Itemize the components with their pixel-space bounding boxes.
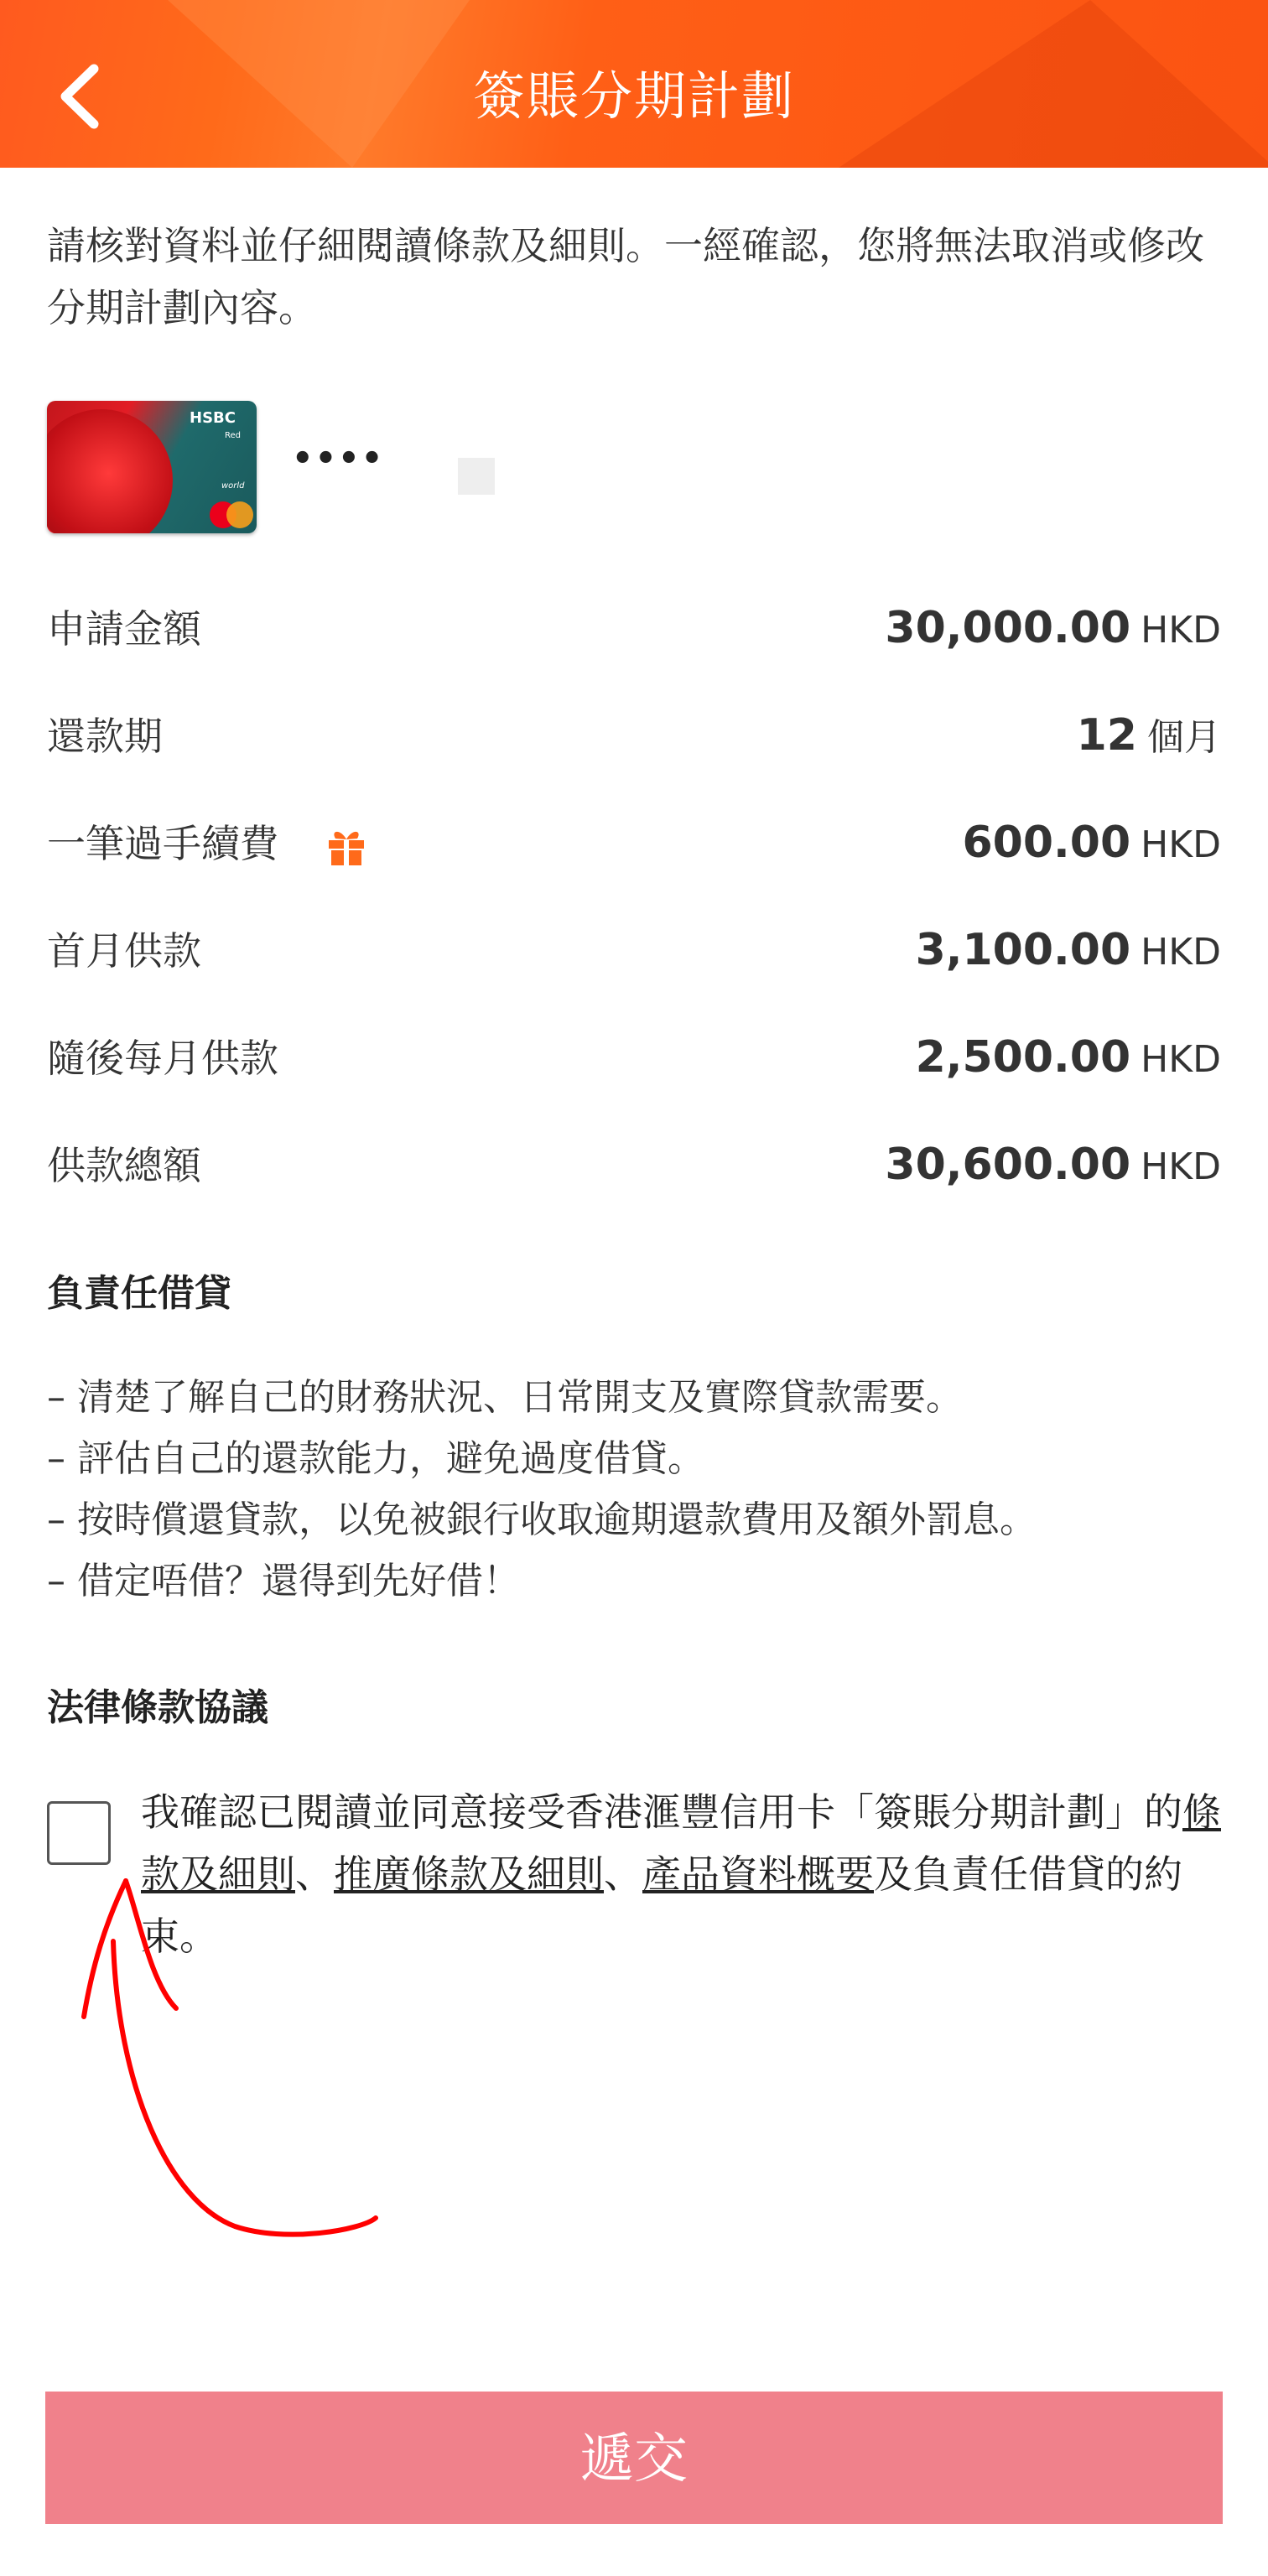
page-title: 簽賬分期計劃: [472, 65, 795, 127]
gift-icon[interactable]: [325, 825, 367, 867]
summary-row: [47, 909, 1221, 1016]
summary-label: 首月供款: [47, 928, 201, 974]
submit-button[interactable]: 遞交: [45, 2392, 1223, 2524]
list-item: – 評估自己的還款能力，避免過度借貸。: [47, 1437, 704, 1480]
responsible-lending-list: [47, 1367, 1221, 1612]
summary-label: 一筆過手續費: [47, 821, 278, 866]
summary-value: 3,100.00 HKD: [915, 925, 1221, 975]
summary-row: [47, 587, 1221, 694]
responsible-lending-title: 負責任借貸: [47, 1272, 231, 1315]
summary-row: [47, 1016, 1221, 1124]
promo-terms-link[interactable]: 推廣條款及細則: [334, 1852, 604, 1897]
card-brand: HSBC: [190, 409, 236, 427]
card-row: [47, 401, 1221, 535]
legal-agreement-title: 法律條款協議: [47, 1686, 268, 1729]
app-header: [0, 0, 1268, 168]
terms-link[interactable]: 條款及細則: [141, 1789, 1221, 1897]
list-item: – 清楚了解自己的財務狀況、日常開支及實際貸款需要。: [47, 1376, 963, 1419]
summary-label: 供款總額: [47, 1143, 201, 1188]
summary-label: 申請金額: [47, 606, 201, 652]
card-variant: Red: [225, 431, 241, 440]
summary-value: 30,000.00 HKD: [885, 603, 1221, 653]
summary-row: [47, 1124, 1221, 1231]
summary-row: [47, 694, 1221, 802]
list-item: – 借定唔借？還得到先好借！: [47, 1560, 520, 1602]
card-number-suffix: [458, 458, 495, 495]
annotation-arrow-icon: [67, 1874, 403, 2268]
summary-label: 還款期: [47, 714, 163, 759]
summary-value: 600.00 HKD: [962, 818, 1221, 868]
card-number-masked: ••••: [292, 439, 385, 478]
summary-label: 隨後每月供款: [47, 1036, 278, 1081]
list-item: – 按時償還貸款，以免被銀行收取逾期還款費用及額外罰息。: [47, 1498, 1037, 1541]
summary-list: [47, 587, 1221, 1231]
agree-checkbox[interactable]: [47, 1801, 111, 1865]
card-network: world: [221, 481, 245, 491]
intro-text: 請核對資料並仔細閱讀條款及細則。一經確認，您將無法取消或修改分期計劃內容。: [47, 223, 1204, 330]
mastercard-logo-icon: [210, 501, 253, 528]
summary-row: [47, 802, 1221, 909]
summary-value: 12 個月: [1076, 710, 1221, 761]
summary-value: 30,600.00 HKD: [885, 1140, 1221, 1190]
summary-value: 2,500.00 HKD: [915, 1032, 1221, 1083]
agreement-text: 我確認已閱讀並同意接受香港滙豐信用卡「簽賬分期計劃」的條款及細則、推廣條款及細則、產品資料概要及負責任借貸的約束。: [141, 1789, 1221, 1959]
credit-card-image: [47, 401, 257, 533]
kfs-link[interactable]: 產品資料概要: [642, 1852, 874, 1897]
